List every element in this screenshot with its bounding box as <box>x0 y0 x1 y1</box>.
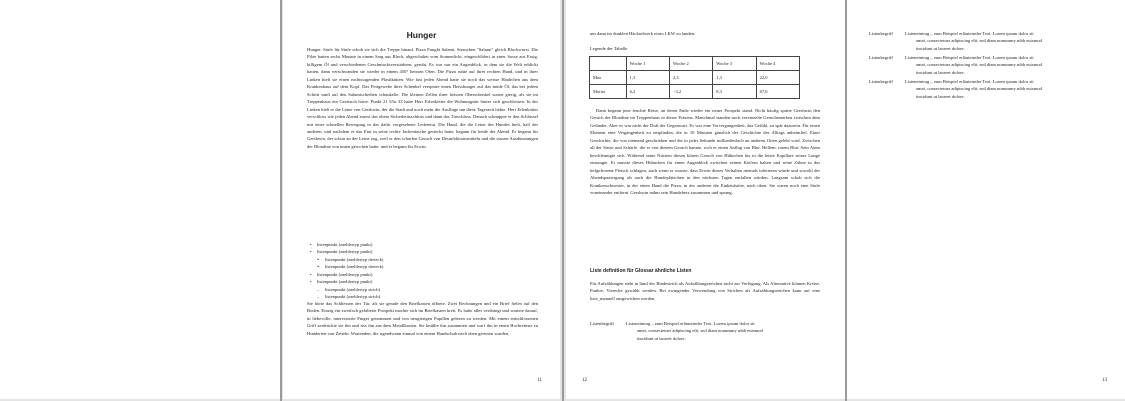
list-item <box>310 248 510 255</box>
page-number: 11 <box>537 378 542 383</box>
definition-line: Listeneintrag – zum Beispiel erläuternder Text. Lorem ipsum dolor sit <box>905 31 1034 36</box>
definition-term: Listenbegriff <box>869 31 893 36</box>
list-item <box>310 278 510 285</box>
list-item <box>310 286 510 293</box>
list-item-text: listenpunkt (zaehlertyp strich) <box>325 294 381 300</box>
definition-description <box>905 78 1080 100</box>
table-header-row <box>590 57 800 71</box>
table-row <box>590 85 800 99</box>
blank-page <box>0 0 280 399</box>
chapter-heading: Hunger <box>406 30 437 40</box>
glossary-heading: Liste definition für Glossar ähnliche Listen <box>590 268 692 274</box>
table-cell: 22,0 <box>756 71 799 85</box>
definition-entry <box>869 78 1109 102</box>
table-cell: 2,3 <box>669 71 712 85</box>
page-separator <box>280 0 282 401</box>
page-11 <box>283 0 560 399</box>
definition-term: Listenbegriff <box>869 55 893 60</box>
definition-description <box>905 54 1080 76</box>
list-item-text: listenpunkt (zaehlertyp punkt) <box>317 279 373 285</box>
page-13 <box>847 0 1125 399</box>
definition-description <box>905 30 1080 52</box>
definition-entry <box>590 320 820 344</box>
table-cell: 6,2 <box>626 85 669 99</box>
definition-line: amet, consectetuer adipiscing elit, sed diam nonummy nibh euismod <box>916 62 1042 68</box>
sub-bullet-marker: – <box>317 294 320 300</box>
definition-line: tincidunt ut laoreet dolore. <box>916 93 965 99</box>
definition-term: Listenbegriff <box>590 321 614 326</box>
definition-entry <box>869 30 1109 54</box>
page-number: 12 <box>582 378 587 383</box>
list-item <box>310 256 510 263</box>
sub-bullet-marker: – <box>317 286 320 292</box>
table-header-cell: Woche 1 <box>626 57 669 71</box>
definition-line: amet, consectetuer adipiscing elit, sed diam nonummy nibh euismod <box>916 86 1042 92</box>
list-item <box>310 271 510 278</box>
table-cell: 8,3 <box>713 85 756 99</box>
table-cell: −3,2 <box>669 85 712 99</box>
body-paragraph: Dann begann jene feuchte Reise, an deren Ende wieder ein neuer Prospekt stand. Nicht häufig spürte Gershwin den Geruch der Blondine im Treppenhaus in dieser Präsenz. Manchmal standen noch vereinzelte Geruchsmarken zwischen dem Geländer. Aber es war nicht der Duft der Gegenwart. Es war eine Vorvergangenheit, das Gefühl, zu spät dazusein. Für einen Moment eine Vergangenheit zu empfinden, die in 10 Minuten gänzlich der Geschichte des Alltags anheimfiel. Einer Geschichte, die von niemand geschrieben und die in jeder Sekunde milliardenfach an anderen Orten gelebt wird. Zwischen all der Süsse und Schärfe, die er von diesem Geruch kannte, roch er einen Anflug von Blut. Hellem, rotem Blut. Sein Atem beschleunigte sich. Während seine Nüstern diesen klaren Geruch von Hühnchen bis in die letzte Kapillare seiner Lunge einsaugte. Er musste dieses Hühnchen für einen Augenblick zwischen seinen Kiefern halten und seine Zähne in das tiefgefrorene Fleisch schlagen, auch wenn er wusste, dass Erwin dieses Verhalten niemals tolerieren würde und sowohl der Abendspaziergang als auch die Hundeplätzchen in den nächsten Tagen entfallen würden. Langsam schob sich die Krankenschwester, in der einen Hand die Pizza, in der anderen die Einkaufstüte, nach oben. Sie waren noch eine Stufe voneinander entfernt. Gershwin nahm sein Hundeherz zusammen und sprang. <box>590 108 820 195</box>
list-item-text: listenpunkt (zaehlertyp punkt) <box>317 249 373 255</box>
list-item-text: listenpunkt (zaehlertyp dreieck) <box>325 256 384 262</box>
definition-line: amet, consectetuer adipiscing elit, sed diam nonummy nibh euismod <box>637 328 763 334</box>
definition-line: tincidunt ut laoreet dolore. <box>916 69 965 75</box>
sub-bullet-marker: ‣ <box>317 256 320 262</box>
sub-bullet-marker: ‣ <box>317 264 320 270</box>
table-cell: Max <box>590 71 627 85</box>
definition-line: amet, consectetuer adipiscing elit, sed diam nonummy nibh euismod <box>916 38 1042 44</box>
table-caption: Legende der Tabelle <box>590 46 628 51</box>
table-header-cell: Woche 2 <box>669 57 712 71</box>
list-item-text: listenpunkt (zaehlertyp punkt) <box>317 242 373 247</box>
page-separator <box>562 0 564 401</box>
bullet-marker: • <box>310 242 312 247</box>
bullet-marker: • <box>310 271 312 277</box>
page-12 <box>566 0 845 399</box>
body-paragraph-2: Sie hörte das Schliessen der Tür, als sie gerade den Briefkasten öffnete. Zwei Rechnungen und ein Brief fielen auf den Boden. Einzig ein zweifach gefalteter Prospekt machte sich im Briefkasten breit. Es hatte alles verdrängt und wartete darauf, in liebevolle, interessierte Finger genommen und von neugierigen Pupillen gelesen zu werden. Mit einem entschlossenen Griff zerdrückte sie ihn und riss ihn aus dem Metallkasten. Sie knüllte ihn zusammen und warf ihn in einen Hochreimer zu Hunderten von Zetteln. Wartenden, die irgendwann einmal von einem Handschuh nach oben gerissen wurden, <box>307 301 538 336</box>
table-cell: Moritz <box>590 85 627 99</box>
bullet-marker: • <box>310 249 312 255</box>
list-item-text: listenpunkt (zaehlertyp strich) <box>325 286 381 292</box>
definition-description <box>626 320 801 342</box>
table-cell: 1,3 <box>713 71 756 85</box>
continuation-line: um dann im dunklen Häckselwerk eines LKW zu landen. <box>590 31 696 36</box>
table-row <box>590 71 800 85</box>
list-item-text: listenpunkt (zaehlertyp dreieck) <box>325 264 384 270</box>
definition-line: Listeneintrag – zum Beispiel erläuternder Text. Lorem ipsum dolor sit <box>905 55 1034 60</box>
definition-line: tincidunt ut laoreet dolore. <box>916 45 965 51</box>
table-header-cell <box>590 57 627 71</box>
bullet-list <box>310 241 510 301</box>
body-paragraph-1: Hunger. Stufe für Stufe schob sie sich die Treppe hinauf. Pizza Funghi Salami, Sternchen "Salami" gleich Blockwurst. Die Pilze hatten sechs Monate in einem Sarg aus Blech, abgeschaltet vom Sonnenlicht, eingeschläfert in einer Sosse aus Essig, billigem Öl und verschiedenen Geschmacksverstärkern, geruht. Es war nur ein Augenblick, in dem sie die Welt erblickt hatten, dann verschwanden sie wieder in einem 450° heissen Ofen. Die Pizza ruhte auf ihrer rechten Hand, und in ihrer Linken hielt sie einen nichtssagenden Plastiktüten. Wie fast jeden Abend hatte sie noch das weisse Häubchen aus dem Krankenhaus auf dem Kopf. Das Fettgewebe ihrer Schenkel verspürte einen Heisshunger auf das müde Öl, das bei jedem Schritt sanft auf den Salamischeiben schaukelte. Die kleinen Zellen ihrer heissen Oberschenkel waren gierig, als sie im Treppenhaus ein Geräusch hörte. Punkt 21 Uhr 33 hatte Herr Erlenkötter die Wohnungstür hinter sich geschlossen. In der Linken hielt er die Leine von Gershwin, der die Stadt und noch mehr die Ausflüge um diese Tageszeit liebte. Herr Erlenkötter verschloss wie jeden Abend zuerst das obere Sicherheitsschloss und dann das Türschloss. Danach schnuppte er den Schlüssel mit einer schnellen Bewegung in das dafür vorgesehene Lederetui. Die Hand, die die Leine des Hundes hielt, half der anderen, und nachdem er das Etui in seine rechte Jackentasche gesteckt hatte, begann für beide der Abend. Er begann für Gershwin, der schon an der Leine zog, weil er den scharfen Geruch von Desinfektionsmitteln und die süssen Ausdünstungen der Blondine von unten gerochen hatte, und er begann für Erwin. <box>307 47 538 149</box>
definition-line: Listeneintrag – zum Beispiel erläuternder Text. Lorem ipsum dolor sit <box>905 79 1034 84</box>
table-cell: 1,3 <box>626 71 669 85</box>
table-header-cell: Woche 3 <box>713 57 756 71</box>
page-number: 13 <box>1102 378 1107 383</box>
definition-term: Listenbegriff <box>869 79 893 84</box>
list-item <box>310 241 510 248</box>
data-table <box>589 56 800 99</box>
definition-line: Listeneintrag – zum Beispiel erläuternder Text. Lorem ipsum dolor sit <box>626 321 755 326</box>
glossary-intro: Für Aufzählungen steht in html der Bindestrich als Aufzählungszeichen nicht zur Verfügung. Als Alternative können Kreise, Punkte, Vierecke gewählt werden. Bei zwingender Verwendung von Strichen als Aufzählungszeichen kann auf eine liste_manuell ausgewichen werden. <box>590 281 820 301</box>
bullet-marker: • <box>310 279 312 285</box>
list-item <box>310 263 510 270</box>
definition-entry <box>869 54 1109 78</box>
table-cell: 67,6 <box>756 85 799 99</box>
list-item-text: listenpunkt (zaehlertyp punkt) <box>317 271 373 277</box>
table-header-cell: Woche 4 <box>756 57 799 71</box>
definition-line: tincidunt ut laoreet dolore. <box>637 335 686 341</box>
